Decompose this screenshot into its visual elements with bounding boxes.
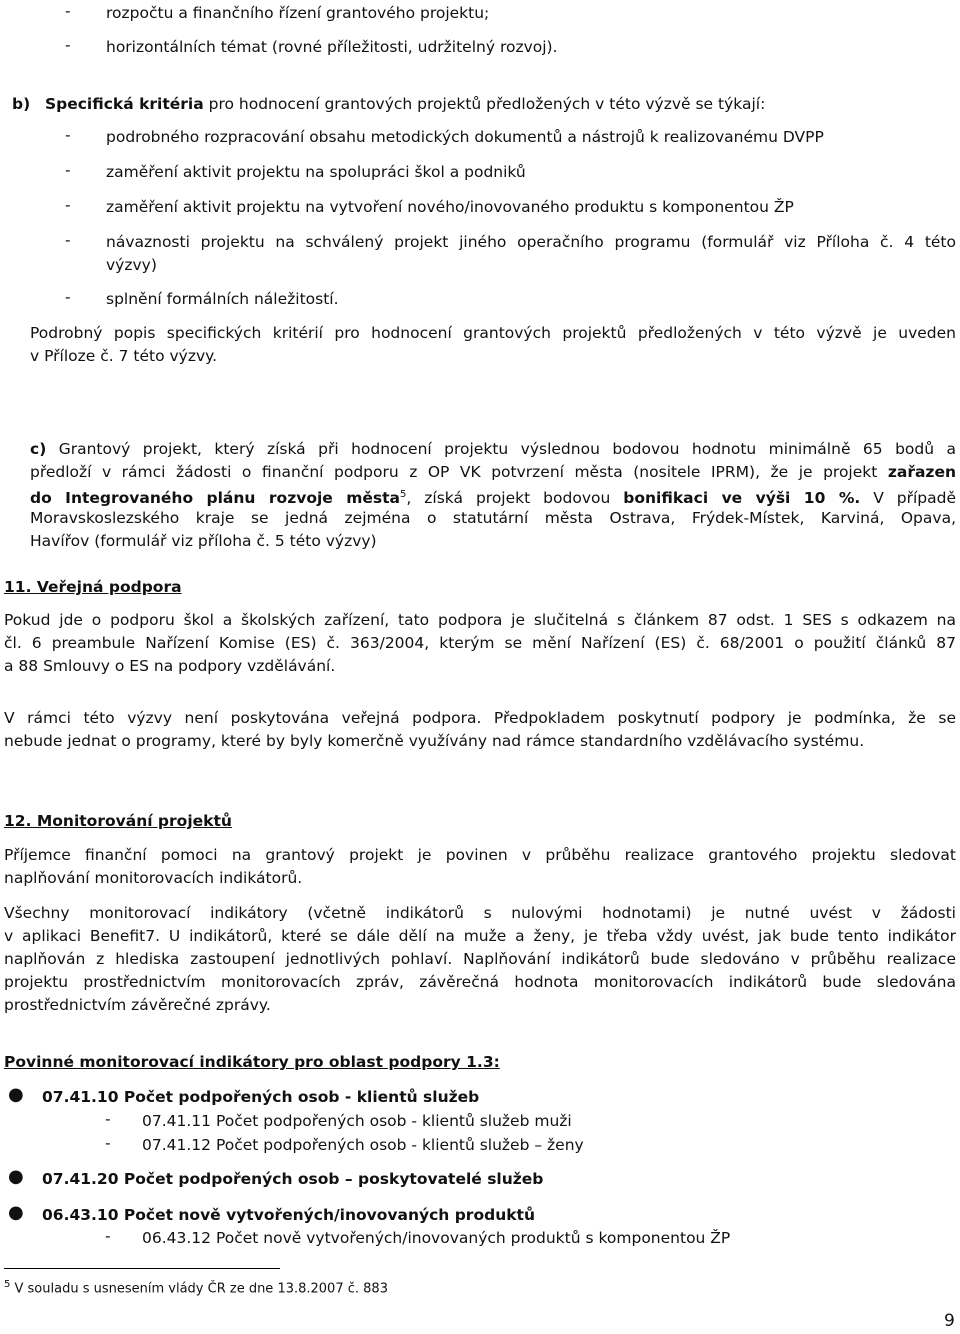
- page-number: 9: [944, 1311, 955, 1331]
- section-c-line: [30, 461, 956, 483]
- paragraph-line: naplňován z hlediska zastoupení jednotlivých pohlaví. Naplňování indikátorů bude sledováno v průběhu realizace: [4, 950, 956, 968]
- heading-text: 11. Veřejná podpora: [4, 578, 182, 596]
- section-c-line: Moravskoslezského kraje se jedná zejména o statutární města Ostrava, Frýdek-Místek, Karviná, Opava,: [30, 509, 956, 527]
- list-item: horizontálních témat (rovné příležitosti, udržitelný rozvoj).: [106, 38, 558, 56]
- footnote-ref: 5: [400, 489, 407, 500]
- indicator-item: [42, 1204, 535, 1226]
- indicator-label: 07.41.20 Počet podpořených osob – poskytovatelé služeb: [42, 1170, 544, 1188]
- criteria-item-continued: výzvy): [106, 256, 157, 274]
- paragraph-line: naplňování monitorovacích indikátorů.: [4, 869, 303, 887]
- dash: -: [65, 288, 71, 306]
- paragraph-line: čl. 6 preambule Nařízení Komise (ES) č. 363/2004, kterým se mění Nařízení (ES) č. 68/2001 o použití článků 87: [4, 634, 956, 652]
- footnote-text: V souladu s usnesením vlády ČR ze dne 13.8.2007 č. 883: [10, 1281, 388, 1297]
- section-c-text: Grantový projekt, který získá při hodnocení projektu výslednou bodovou hodnotu minimálně 65 bodů a: [46, 440, 956, 458]
- dash: -: [65, 231, 71, 249]
- section-b-title: Specifická kritéria: [44, 95, 204, 113]
- indicator-subitem: 07.41.12 Počet podpořených osob - klientů služeb – ženy: [142, 1136, 584, 1154]
- paragraph-line: v aplikaci Benefit7. U indikátorů, které se dále dělí na muže a ženy, je třeba vždy uvést, jak bude tento indikátor: [4, 927, 956, 945]
- list-item: rozpočtu a finančního řízení grantového projektu;: [106, 4, 490, 22]
- dash: -: [65, 126, 71, 144]
- heading-text: 12. Monitorování projektů: [4, 812, 232, 830]
- criteria-item: zaměření aktivit projektu na spolupráci škol a podniků: [106, 163, 526, 181]
- section-c-bold: do Integrovaného plánu rozvoje města: [30, 489, 400, 508]
- section-c-text: předloží v rámci žádosti o finanční podporu z OP VK potvrzení města (nositele IPRM), že je projekt: [30, 463, 888, 481]
- criteria-item: návaznosti projektu na schválený projekt jiného operačního programu (formulář viz Příloha č. 4 této: [106, 233, 956, 251]
- section-c-bold: zařazen: [887, 463, 956, 481]
- bullet-icon: ●: [8, 1202, 24, 1223]
- footnote-mark: 5: [4, 1279, 11, 1290]
- section-b-label: b): [12, 95, 31, 113]
- paragraph-line: Podrobný popis specifických kritérií pro hodnocení grantových projektů předložených v této výzvě je uveden: [30, 324, 956, 342]
- bullet-icon: ●: [8, 1166, 24, 1187]
- dash: -: [65, 2, 71, 20]
- indicator-subitem: 07.41.11 Počet podpořených osob - klientů služeb muži: [142, 1112, 572, 1130]
- section-11-heading: [4, 576, 182, 598]
- paragraph-line: Všechny monitorovací indikátory (včetně indikátorů s nulovými hodnotami) je nutné uvést v žádosti: [4, 904, 956, 922]
- paragraph-line: v Příloze č. 7 této výzvy.: [30, 347, 218, 365]
- section-c-text: V případě: [860, 489, 957, 508]
- section-c-bold: bonifikaci ve výši 10 %.: [623, 489, 861, 508]
- paragraph-line: Příjemce finanční pomoci na grantový projekt je povinen v průběhu realizace grantového projektu sledovat: [4, 846, 956, 864]
- dash: -: [105, 1110, 111, 1128]
- paragraph-line: V rámci této výzvy není poskytována veřejná podpora. Předpokladem poskytnutí podpory je podmínka, že se: [4, 709, 956, 727]
- section-b-intro-text: pro hodnocení grantových projektů předložených v této výzvě se týkají:: [203, 95, 766, 113]
- dash: -: [65, 161, 71, 179]
- indicator-label: 06.43.10 Počet nově vytvořených/inovovaných produktů: [42, 1206, 535, 1224]
- section-c-line: Havířov (formulář viz příloha č. 5 této výzvy): [30, 532, 377, 550]
- section-c-text: , získá projekt bodovou: [406, 489, 624, 508]
- dash: -: [105, 1227, 111, 1245]
- indicator-item: [42, 1086, 479, 1108]
- section-12-heading: [4, 810, 232, 832]
- indicator-label: 07.41.10 Počet podpořených osob - klientů služeb: [42, 1088, 480, 1106]
- section-b-intro: [12, 93, 765, 115]
- paragraph-line: prostřednictvím závěrečné zprávy.: [4, 996, 271, 1014]
- indicator-subitem: 06.43.12 Počet nově vytvořených/inovovaných produktů s komponentou ŽP: [142, 1229, 731, 1247]
- footnote: [4, 1279, 388, 1296]
- section-c-line: [30, 438, 956, 460]
- bullet-icon: ●: [8, 1084, 24, 1105]
- paragraph-line: nebude jednat o programy, které by byly komerčně využívány nad rámce standardního vzdělávacího systému.: [4, 732, 865, 750]
- indicator-item: [42, 1168, 543, 1190]
- dash: -: [105, 1134, 111, 1152]
- paragraph-line: projektu prostřednictvím monitorovacích zpráv, závěrečná hodnota monitorovacích indikátorů bude sledována: [4, 973, 956, 991]
- dash: -: [65, 36, 71, 54]
- section-c-label: c): [30, 440, 47, 458]
- paragraph-line: a 88 Smlouvy o ES na podpory vzdělávání.: [4, 657, 336, 675]
- criteria-item: splnění formálních náležitostí.: [106, 290, 339, 308]
- paragraph-line: Pokud jde o podporu škol a školských zařízení, tato podpora je slučitelná s článkem 87 odst. 1 SES s odkazem na: [4, 611, 956, 629]
- criteria-item: zaměření aktivit projektu na vytvoření nového/inovovaného produktu s komponentou ŽP: [106, 198, 794, 216]
- dash: -: [65, 196, 71, 214]
- footnote-separator: [4, 1268, 280, 1269]
- criteria-item: podrobného rozpracování obsahu metodických dokumentů a nástrojů k realizovanému DVPP: [106, 128, 824, 146]
- heading-text: Povinné monitorovací indikátory pro oblast podpory 1.3:: [4, 1053, 500, 1071]
- indicators-heading: [4, 1051, 500, 1073]
- section-c-line: [30, 484, 956, 509]
